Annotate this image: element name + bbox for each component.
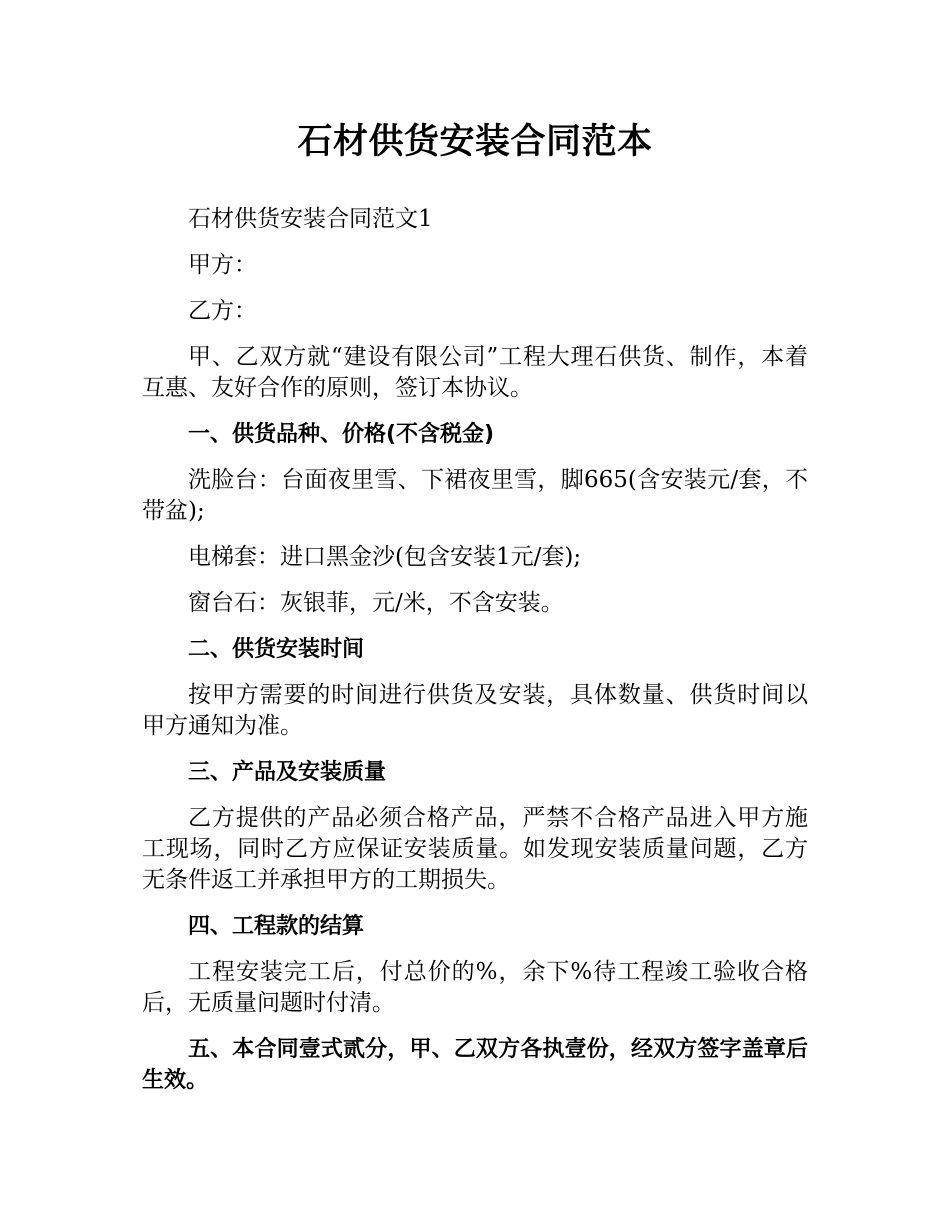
section-heading-5: 五、本合同壹式贰分，甲、乙双方各执壹份，经双方签字盖章后生效。 — [142, 1037, 808, 1093]
party-a-line: 甲方： — [188, 252, 257, 278]
section-4-paragraph-1: 工程安装完工后，付总价的%，余下%待工程竣工验收合格后，无质量问题时付清。 — [142, 959, 808, 1016]
section-1-paragraph-1: 洗脸台：台面夜里雪、下裙夜里雪，脚665(含安装元/套，不带盆); — [142, 467, 808, 524]
section-3-paragraph-1: 乙方提供的产品必须合格产品，严禁不合格产品进入甲方施工现场，同时乙方应保证安装质量。如发现安装质量问题，乙方无条件返工并承担甲方的工期损失。 — [142, 805, 808, 893]
section-heading-4: 四、工程款的结算 — [188, 914, 365, 939]
section-1-paragraph-2: 电梯套：进口黑金沙(包含安装1元/套); — [188, 544, 582, 570]
section-heading-2: 二、供货安装时间 — [188, 637, 365, 662]
section-2-paragraph-1: 按甲方需要的时间进行供货及安装，具体数量、供货时间以甲方通知为准。 — [142, 682, 808, 739]
section-heading-1: 一、供货品种、价格(不含税金) — [188, 422, 495, 447]
intro-paragraph: 甲、乙双方就“建设有限公司”工程大理石供货、制作，本着互惠、友好合作的原则，签订本协议。 — [142, 344, 808, 401]
section-1-paragraph-3: 窗台石：灰银菲，元/米，不含安装。 — [188, 590, 564, 616]
intro-subtitle: 石材供货安装合同范文1 — [188, 206, 433, 232]
document-title: 石材供货安装合同范本 — [297, 122, 653, 162]
party-b-line: 乙方： — [188, 298, 257, 324]
section-heading-3: 三、产品及安装质量 — [188, 760, 387, 785]
